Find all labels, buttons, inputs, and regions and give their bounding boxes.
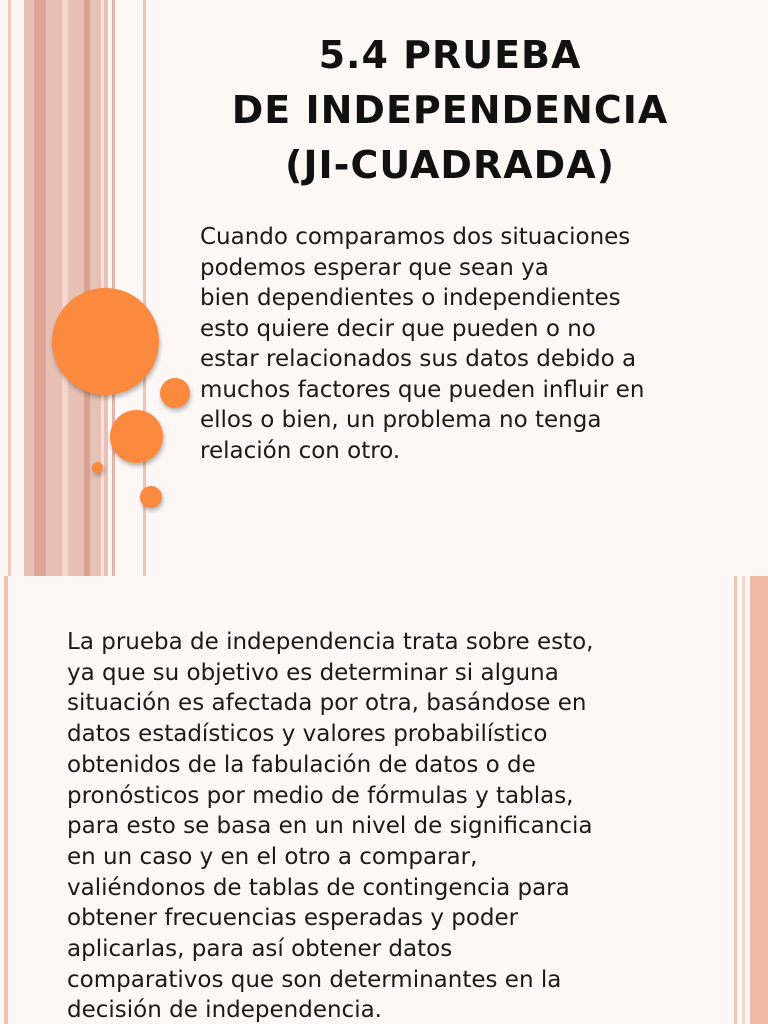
text-line: pronósticos por medio de fórmulas y tablas,: [67, 782, 574, 809]
text-line: bien dependientes o independientes: [200, 285, 621, 311]
text-line: en un caso y en el otro a comparar,: [67, 843, 478, 870]
main-paragraph: [67, 627, 737, 1024]
text-line: La prueba de independencia trata sobre esto,: [67, 629, 594, 655]
text-line: para esto se basa en un nivel de significancia: [67, 813, 593, 840]
text-line: Cuando comparamos dos situaciones: [200, 224, 631, 250]
text-line: ya que su objetivo es determinar si alguna: [67, 659, 559, 686]
decorative-circle-small: [140, 486, 162, 508]
decorative-stripe: [62, 0, 68, 576]
decorative-stripe: [8, 0, 11, 576]
decorative-stripe: [750, 576, 768, 1024]
text-line: obtenidos de la fabulación de datos o de: [67, 751, 536, 778]
intro-paragraph: [200, 222, 720, 466]
decorative-stripe: [742, 576, 745, 1024]
text-line: relación con otro.: [200, 437, 401, 464]
slide-title: [200, 28, 700, 193]
text-line: estar relacionados sus datos debido a: [200, 346, 637, 372]
title-line: DE INDEPENDENCIA: [231, 88, 669, 132]
title-line: (JI-CUADRADA): [285, 143, 615, 187]
decorative-stripe: [34, 0, 46, 576]
text-line: situación es afectada por otra, basándose en: [67, 690, 587, 717]
decorative-stripe: [84, 0, 90, 576]
text-line: datos estadísticos y valores probabilístico: [67, 721, 548, 748]
slide-2: [0, 576, 768, 1024]
decorative-circle-medium: [110, 410, 163, 463]
decorative-stripe: [4, 576, 8, 1024]
text-line: aplicarlas, para así obtener datos: [67, 936, 453, 963]
decorative-circle-tiny: [92, 462, 103, 473]
text-line: valiéndonos de tablas de contingencia para: [67, 874, 570, 901]
title-line: 5.4 PRUEBA: [318, 33, 582, 77]
text-line: comparativos que son determinantes en la: [67, 966, 562, 993]
decorative-circle-large: [52, 288, 159, 395]
text-line: ellos o bien, un problema no tenga: [200, 407, 602, 433]
decorative-circle-small: [160, 378, 190, 408]
text-line: decisión de independencia.: [67, 997, 382, 1024]
text-line: esto quiere decir que pueden o no: [200, 315, 596, 342]
text-line: muchos factores que pueden influir en: [200, 376, 645, 403]
text-line: podemos esperar que sean ya: [200, 254, 549, 281]
text-line: obtener frecuencias esperadas y poder: [67, 905, 519, 932]
